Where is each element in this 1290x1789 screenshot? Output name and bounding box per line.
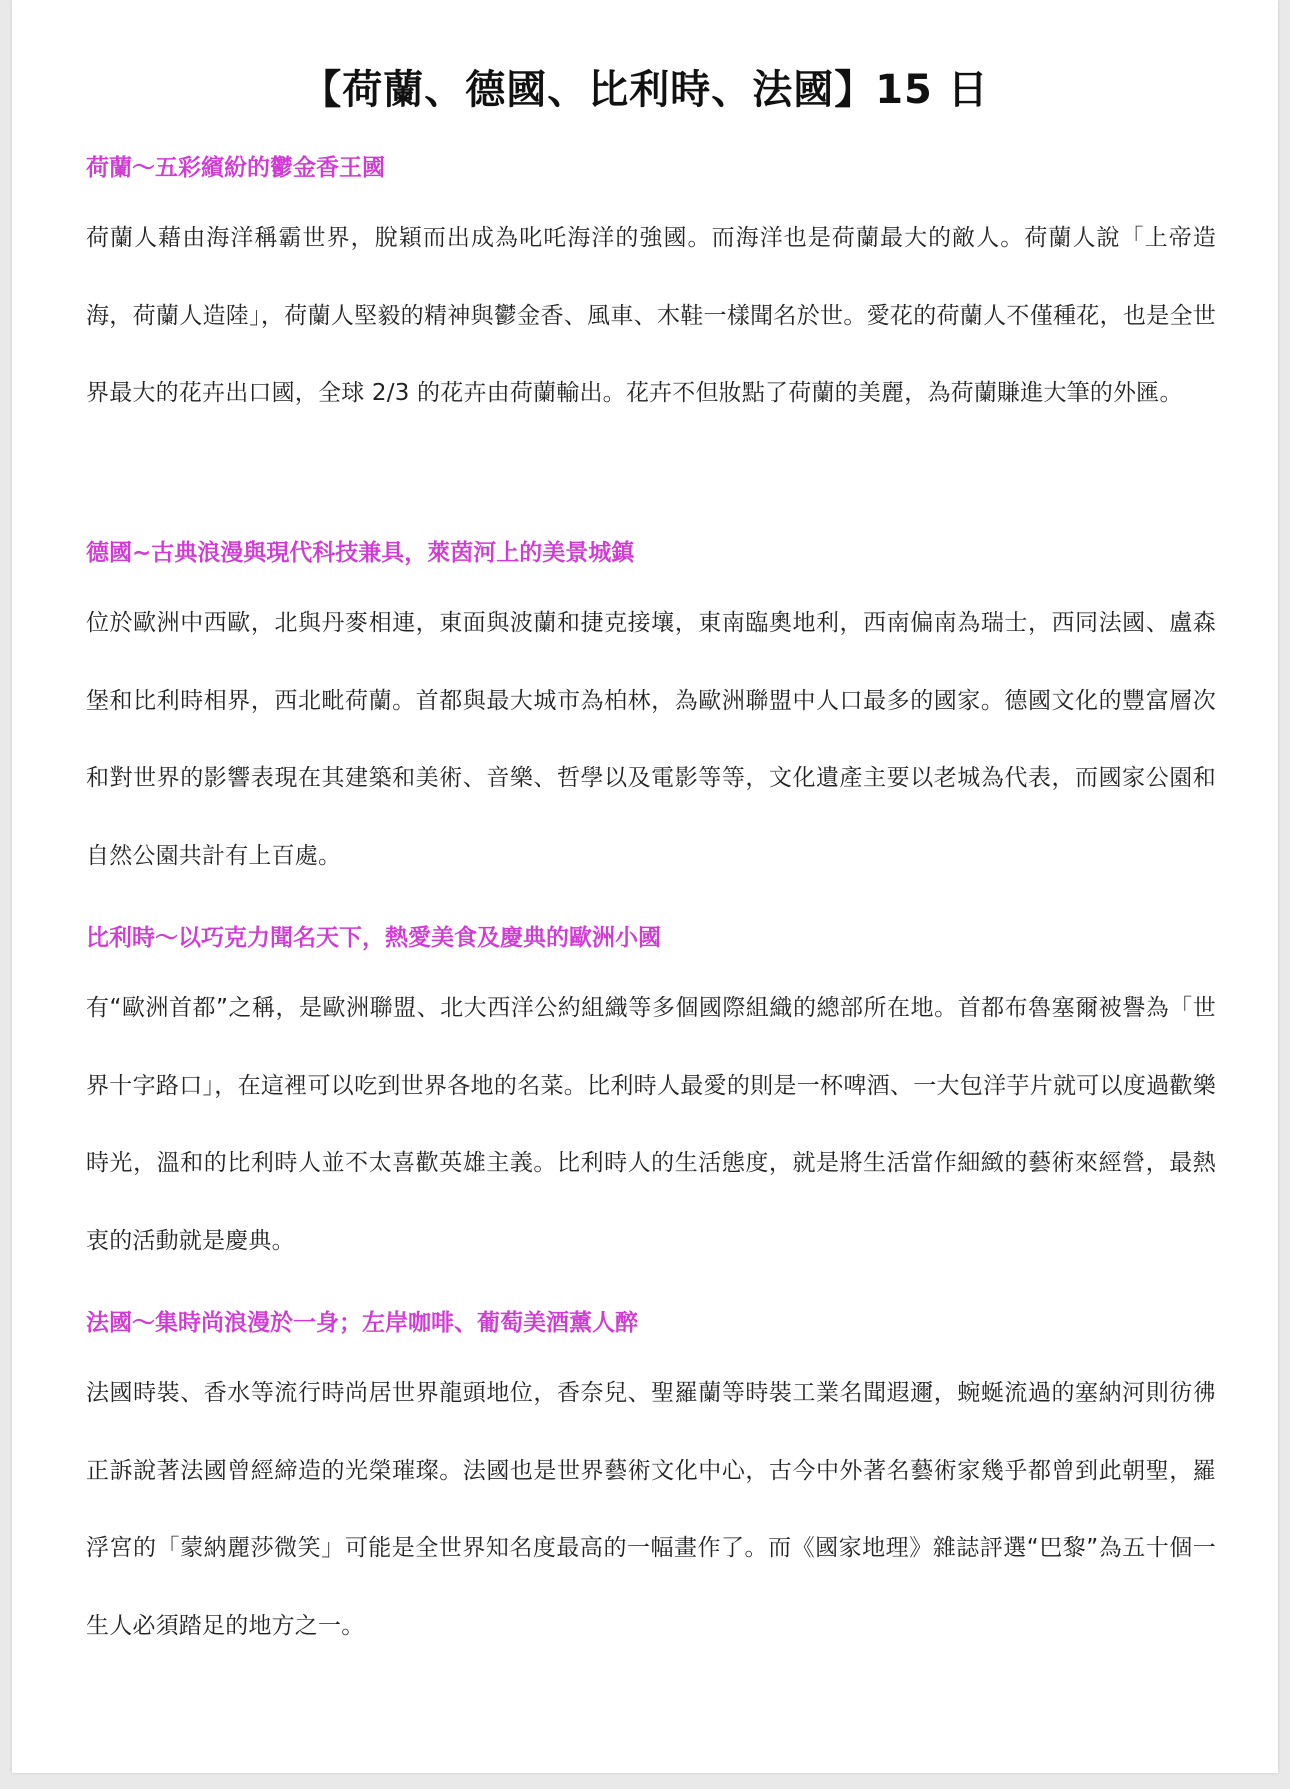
section-heading: 比利時～以巧克力聞名天下，熱愛美食及慶典的歐洲小國 xyxy=(86,925,661,951)
section-belgium xyxy=(86,920,1216,1280)
section-body: 有“歐洲首都”之稱，是歐洲聯盟、北大西洋公約組織等多個國際組織的總部所在地。首都布魯塞爾被譽為「世界十字路口」，在這裡可以吃到世界各地的名菜。比利時人最愛的則是一杯啤酒、一大包洋芋片就可以度過歡樂時光，溫和的比利時人並不太喜歡英雄主義。比利時人的生活態度，就是將生活當作細緻的藝術來經營，最熱衷的活動就是慶典。 xyxy=(86,995,1216,1254)
section-france xyxy=(86,1305,1216,1665)
section-heading: 荷蘭～五彩繽紛的鬱金香王國 xyxy=(86,155,385,181)
section-body: 法國時裝、香水等流行時尚居世界龍頭地位，香奈兒、聖羅蘭等時裝工業名聞遐邇，蜿蜒流過的塞納河則彷彿正訴說著法國曾經締造的光榮璀璨。法國也是世界藝術文化中心，古今中外著名藝術家幾乎都曾到此朝聖，羅浮宮的「蒙納麗莎微笑」可能是全世界知名度最高的一幅畫作了。而《國家地理》雜誌評選“巴黎”為五十個一生人必須踏足的地方之一。 xyxy=(86,1380,1216,1639)
document-page xyxy=(12,0,1278,1773)
section-body: 荷蘭人藉由海洋稱霸世界，脫穎而出成為叱吒海洋的強國。而海洋也是荷蘭最大的敵人。荷蘭人說「上帝造海，荷蘭人造陸」，荷蘭人堅毅的精神與鬱金香、風車、木鞋一樣聞名於世。愛花的荷蘭人不僅種花，也是全世界最大的花卉出口國，全球 2/3 的花卉由荷蘭輸出。花卉不但妝點了荷蘭的美麗，為荷蘭賺進大筆的外匯。 xyxy=(86,225,1216,406)
section-heading: 德國~古典浪漫與現代科技兼具，萊茵河上的美景城鎮 xyxy=(86,540,635,566)
section-body: 位於歐洲中西歐，北與丹麥相連，東面與波蘭和捷克接壤，東南臨奧地利，西南偏南為瑞士，西同法國、盧森堡和比利時相界，西北毗荷蘭。首都與最大城市為柏林，為歐洲聯盟中人口最多的國家。德國文化的豐富層次和對世界的影響表現在其建築和美術、音樂、哲學以及電影等等，文化遺產主要以老城為代表，而國家公園和自然公園共計有上百處。 xyxy=(86,610,1216,869)
document-title: 【荷蘭、德國、比利時、法國】15 日 xyxy=(301,67,989,113)
section-heading: 法國～集時尚浪漫於一身；左岸咖啡、葡萄美酒薰人醉 xyxy=(86,1310,638,1336)
section-germany xyxy=(86,535,1216,895)
section-netherlands xyxy=(86,150,1216,433)
